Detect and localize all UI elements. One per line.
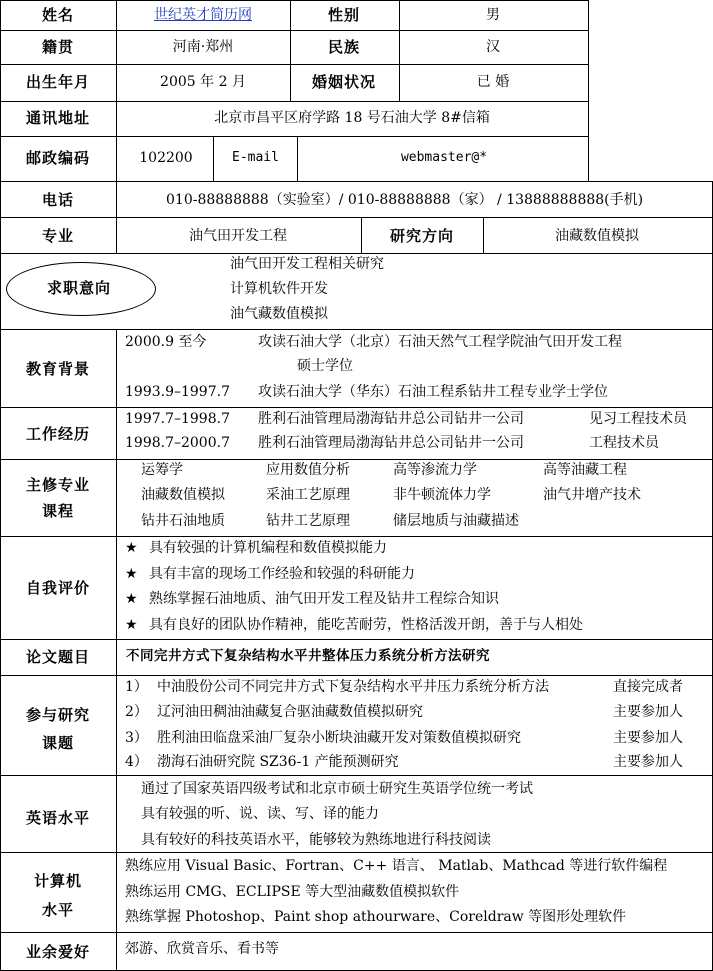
address-value: 北京市昌平区府学路 18 号石油大学 8#信箱	[214, 110, 490, 126]
work-org-1: 胜利石油管理局渤海钻井总公司钻井一公司	[258, 411, 524, 427]
work-period-1: 1997.7–1998.7	[125, 411, 230, 427]
self-eval-item-2: 具有丰富的现场工作经验和较强的科研能力	[149, 566, 415, 582]
research-topic-4: 渤海石油研究院 SZ36-1 产能预测研究	[157, 754, 399, 770]
research-role-4: 主要参加人	[613, 754, 683, 770]
course-item: 储层地质与油藏描述	[393, 513, 519, 529]
work-label: 工作经历	[25, 425, 91, 443]
education-desc-2: 攻读石油大学（华东）石油工程系钻井工程专业学士学位	[258, 384, 608, 400]
work-title-2: 工程技术员	[589, 435, 659, 451]
star-icon: ★	[125, 566, 138, 582]
education-desc-1: 攻读石油大学（北京）石油天然气工程学院油气田开发工程	[258, 334, 622, 350]
marital-label: 婚姻状况	[311, 73, 377, 91]
research-role-2: 主要参加人	[613, 704, 683, 720]
objective-label: 求职意向	[46, 279, 112, 297]
ethnicity-label: 民族	[327, 38, 361, 56]
research-label-line2: 课题	[41, 734, 75, 752]
research-label-line1: 参与研究	[25, 706, 91, 724]
computer-item-1: 熟练应用 Visual Basic、Fortran、C++ 语言、 Matlab、Mathcad 等进行软件编程	[125, 858, 668, 874]
course-item: 采油工艺原理	[266, 487, 350, 503]
marital-value: 已 婚	[476, 74, 510, 90]
work-title-1: 见习工程技术员	[589, 411, 687, 427]
name-label: 姓名	[41, 6, 75, 24]
research-no-1: 1）	[125, 679, 148, 695]
course-item: 非牛顿流体力学	[393, 487, 491, 503]
address-label: 通讯地址	[25, 109, 91, 127]
course-item: 应用数值分析	[266, 462, 350, 478]
major-label: 专业	[41, 227, 75, 245]
self-eval-label: 自我评价	[25, 579, 91, 597]
self-eval-item-3: 熟练掌握石油地质、油气田开发工程及钻井工程综合知识	[149, 591, 499, 607]
education-desc-1b: 硕士学位	[297, 358, 353, 374]
email-value: webmaster@*	[400, 150, 488, 165]
name-link[interactable]: 世纪英才简历网	[154, 7, 252, 23]
research-no-4: 4）	[125, 754, 148, 770]
education-period-2: 1993.9–1997.7	[125, 384, 230, 400]
research-topic-3: 胜利油田临盘采油厂复杂小断块油藏开发对策数值模拟研究	[157, 730, 521, 746]
course-item: 运筹学	[141, 462, 183, 478]
courses-label-line1: 主修专业	[25, 476, 91, 494]
postcode-value: 102200	[139, 150, 193, 166]
research-direction-label: 研究方向	[389, 227, 455, 245]
education-period-1: 2000.9 至今	[125, 334, 207, 350]
course-item: 油气井增产技术	[543, 487, 641, 503]
thesis-title: 不同完井方式下复杂结构水平井整体压力系统分析方法研究	[126, 648, 490, 664]
birth-value: 2005 年 2 月	[160, 74, 246, 90]
computer-item-2: 熟练运用 CMG、ECLIPSE 等大型油藏数值模拟软件	[125, 884, 460, 900]
thesis-label: 论文题目	[25, 648, 91, 666]
english-item-1: 通过了国家英语四级考试和北京市硕士研究生英语学位统一考试	[141, 781, 533, 797]
research-role-3: 主要参加人	[613, 730, 683, 746]
objective-item-1: 油气田开发工程相关研究	[230, 256, 384, 272]
self-eval-item-4: 具有良好的团队协作精神，能吃苦耐劳，性格活泼开朗，善于与人相处	[149, 617, 583, 633]
self-eval-item-1: 具有较强的计算机编程和数值模拟能力	[149, 540, 387, 556]
research-no-2: 2）	[125, 704, 148, 720]
origin-label: 籍贯	[41, 38, 75, 56]
research-topic-1: 中油股份公司不同完井方式下复杂结构水平井压力系统分析方法	[157, 679, 549, 695]
research-topic-2: 辽河油田稠油油藏复合驱油藏数值模拟研究	[157, 704, 423, 720]
star-icon: ★	[125, 617, 138, 633]
objective-item-3: 油气藏数值模拟	[230, 306, 328, 322]
course-item: 高等油藏工程	[543, 462, 627, 478]
computer-label-line1: 计算机	[33, 872, 83, 890]
star-icon: ★	[125, 540, 138, 556]
research-role-1: 直接完成者	[613, 679, 683, 695]
ethnicity-value: 汉	[486, 39, 500, 55]
hobby-label: 业余爱好	[25, 943, 91, 961]
gender-value: 男	[486, 7, 500, 23]
computer-item-3: 熟练掌握 Photoshop、Paint shop athourware、Coreldraw 等图形处理软件	[125, 909, 627, 925]
star-icon: ★	[125, 591, 138, 607]
course-item: 油藏数值模拟	[141, 487, 225, 503]
computer-label-line2: 水平	[41, 901, 75, 919]
research-direction-value: 油藏数值模拟	[555, 228, 639, 244]
english-item-2: 具有较强的听、说、读、写、译的能力	[141, 806, 379, 822]
objective-item-2: 计算机软件开发	[230, 281, 328, 297]
courses-label-line2: 课程	[41, 502, 75, 520]
origin-value: 河南·郑州	[172, 39, 234, 55]
major-value: 油气田开发工程	[189, 228, 287, 244]
work-period-2: 1998.7–2000.7	[125, 435, 230, 451]
gender-label: 性别	[327, 6, 361, 24]
hobby-value: 郊游、欣赏音乐、看书等	[125, 941, 279, 957]
email-label: E-mail	[232, 150, 279, 165]
birth-label: 出生年月	[25, 73, 91, 91]
education-label: 教育背景	[25, 360, 91, 378]
english-label: 英语水平	[25, 809, 91, 827]
work-org-2: 胜利石油管理局渤海钻井总公司钻井一公司	[258, 435, 524, 451]
course-item: 钻井石油地质	[141, 513, 225, 529]
course-item: 高等渗流力学	[393, 462, 477, 478]
course-item: 钻井工艺原理	[266, 513, 350, 529]
phone-value: 010-88888888（实验室）/ 010-88888888（家） / 13888888888(手机)	[166, 192, 644, 208]
postcode-label: 邮政编码	[25, 149, 91, 167]
english-item-3: 具有较好的科技英语水平，能够较为熟练地进行科技阅读	[141, 832, 491, 848]
research-no-3: 3）	[125, 730, 148, 746]
phone-label: 电话	[41, 191, 75, 209]
